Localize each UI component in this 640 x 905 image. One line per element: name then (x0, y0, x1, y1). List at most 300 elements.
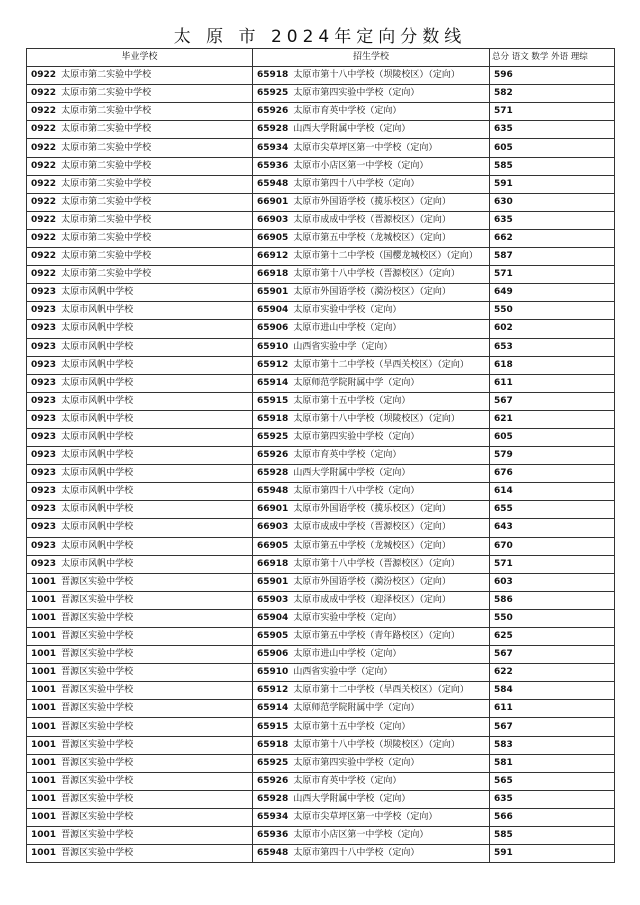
admission-school-name: 太原市实验中学校（定向） (293, 305, 402, 316)
graduation-school-cell (27, 519, 253, 537)
admission-school-cell (253, 555, 490, 573)
admission-school-name: 太原市育英中学校（定向） (293, 450, 402, 461)
graduation-school-name: 太原市风帆中学校 (61, 504, 134, 515)
graduation-school-code: 0923 (31, 522, 57, 533)
admission-school-name: 太原市第十八中学校（坝陵校区）（定向） (293, 739, 460, 750)
admission-school-name: 太原市第十八中学校（坝陵校区）（定向） (293, 70, 460, 81)
admission-school-name: 太原市第十二中学校（旱西关校区）（定向） (293, 359, 469, 370)
graduation-school-code: 1001 (31, 739, 57, 750)
graduation-school-name: 太原市第二实验中学校 (61, 214, 152, 225)
graduation-school-cell (27, 682, 253, 700)
table-row (27, 827, 615, 845)
graduation-school-name: 太原市风帆中学校 (61, 558, 134, 569)
admission-school-name: 太原师范学院附属中学（定向） (293, 703, 420, 714)
table-row (27, 628, 615, 646)
table-row (27, 465, 615, 483)
table-row (27, 537, 615, 555)
graduation-school-name: 晋源区实验中学校 (61, 631, 134, 642)
admission-school-code: 66918 (257, 269, 289, 280)
table-row (27, 609, 615, 627)
admission-school-code: 66903 (257, 214, 289, 225)
admission-school-name: 山西大学附属中学校（定向） (293, 468, 411, 479)
graduation-school-name: 晋源区实验中学校 (61, 576, 134, 587)
graduation-school-cell (27, 103, 253, 121)
admission-school-cell (253, 700, 490, 718)
graduation-school-cell (27, 175, 253, 193)
admission-school-name: 太原市成成中学校（晋源校区）（定向） (293, 522, 451, 533)
table-row (27, 754, 615, 772)
table-row (27, 447, 615, 465)
admission-school-code: 65918 (257, 413, 289, 424)
total-score-cell: 670 (490, 537, 615, 555)
graduation-school-code: 1001 (31, 757, 57, 768)
total-score-cell: 603 (490, 573, 615, 591)
admission-school-name: 太原市成成中学校（迎泽校区）（定向） (293, 594, 451, 605)
admission-school-code: 65928 (257, 793, 289, 804)
admission-school-name: 太原市小店区第一中学校（定向） (293, 160, 429, 171)
graduation-school-cell (27, 121, 253, 139)
graduation-school-cell (27, 483, 253, 501)
graduation-school-name: 太原市风帆中学校 (61, 522, 134, 533)
table-row (27, 790, 615, 808)
admission-school-cell (253, 483, 490, 501)
table-row (27, 157, 615, 175)
graduation-school-cell (27, 229, 253, 247)
graduation-school-cell (27, 85, 253, 103)
admission-school-name: 太原市第四十八中学校（定向） (293, 178, 420, 189)
admission-school-code: 65936 (257, 830, 289, 841)
admission-school-cell (253, 772, 490, 790)
graduation-school-cell (27, 465, 253, 483)
table-row (27, 483, 615, 501)
admission-school-name: 太原市外国语学校（揽乐校区）（定向） (293, 196, 451, 207)
total-score-cell: 591 (490, 845, 615, 863)
table-row (27, 682, 615, 700)
total-score-cell: 649 (490, 284, 615, 302)
admission-school-cell (253, 573, 490, 591)
graduation-school-cell (27, 139, 253, 157)
admission-school-code: 65906 (257, 323, 289, 334)
graduation-school-name: 太原市第二实验中学校 (61, 232, 152, 243)
admission-school-code: 65914 (257, 703, 289, 714)
admission-school-name: 太原市第五中学校（龙城校区）（定向） (293, 232, 451, 243)
table-row (27, 736, 615, 754)
admission-school-cell (253, 139, 490, 157)
admission-school-cell (253, 302, 490, 320)
table-row (27, 248, 615, 266)
admission-school-cell (253, 248, 490, 266)
admission-school-cell (253, 67, 490, 85)
graduation-school-cell (27, 664, 253, 682)
admission-school-cell (253, 628, 490, 646)
admission-school-code: 65903 (257, 594, 289, 605)
graduation-school-code: 0923 (31, 468, 57, 479)
graduation-school-code: 0923 (31, 413, 57, 424)
admission-school-cell (253, 266, 490, 284)
admission-school-code: 65934 (257, 142, 289, 153)
graduation-school-name: 太原市风帆中学校 (61, 377, 134, 388)
admission-school-code: 66905 (257, 232, 289, 243)
total-score-cell: 582 (490, 85, 615, 103)
graduation-school-code: 0923 (31, 377, 57, 388)
total-score-cell: 571 (490, 555, 615, 573)
graduation-school-cell (27, 392, 253, 410)
graduation-school-cell (27, 537, 253, 555)
admission-school-name: 山西大学附属中学校（定向） (293, 124, 411, 135)
total-score-cell: 605 (490, 428, 615, 446)
graduation-school-name: 晋源区实验中学校 (61, 612, 134, 623)
graduation-school-name: 太原市第二实验中学校 (61, 196, 152, 207)
header-scores: 总分 语文 数学 外语 理综 (490, 49, 615, 67)
graduation-school-code: 1001 (31, 631, 57, 642)
admission-school-name: 太原市第十八中学校（晋源校区）（定向） (293, 269, 460, 280)
graduation-school-cell (27, 555, 253, 573)
admission-school-cell (253, 736, 490, 754)
total-score-cell: 625 (490, 628, 615, 646)
graduation-school-code: 0922 (31, 196, 57, 207)
admission-school-cell (253, 157, 490, 175)
graduation-school-name: 晋源区实验中学校 (61, 649, 134, 660)
graduation-school-cell (27, 356, 253, 374)
admission-school-cell (253, 428, 490, 446)
admission-school-code: 65948 (257, 178, 289, 189)
admission-school-cell (253, 682, 490, 700)
graduation-school-cell (27, 248, 253, 266)
graduation-school-cell (27, 646, 253, 664)
admission-school-name: 太原市育英中学校（定向） (293, 775, 402, 786)
total-score-cell: 584 (490, 682, 615, 700)
admission-school-code: 65925 (257, 757, 289, 768)
graduation-school-code: 1001 (31, 576, 57, 587)
admission-school-name: 太原市第四实验中学校（定向） (293, 757, 420, 768)
graduation-school-code: 0922 (31, 269, 57, 280)
total-score-cell: 596 (490, 67, 615, 85)
graduation-school-code: 1001 (31, 667, 57, 678)
admission-school-code: 65915 (257, 721, 289, 732)
score-table (26, 48, 615, 863)
total-score-cell: 653 (490, 338, 615, 356)
total-score-cell: 550 (490, 609, 615, 627)
total-score-cell: 621 (490, 410, 615, 428)
table-row (27, 121, 615, 139)
total-score-cell: 571 (490, 103, 615, 121)
admission-school-cell (253, 465, 490, 483)
admission-school-code: 65926 (257, 775, 289, 786)
admission-school-code: 65918 (257, 739, 289, 750)
header-admission-school: 招生学校 (253, 49, 490, 67)
admission-school-code: 65918 (257, 70, 289, 81)
graduation-school-cell (27, 338, 253, 356)
admission-school-code: 65906 (257, 649, 289, 660)
admission-school-code: 65915 (257, 395, 289, 406)
graduation-school-cell (27, 157, 253, 175)
table-row (27, 664, 615, 682)
table-row (27, 428, 615, 446)
table-row (27, 808, 615, 826)
graduation-school-name: 太原市风帆中学校 (61, 323, 134, 334)
admission-school-cell (253, 827, 490, 845)
admission-school-name: 太原市第十五中学校（定向） (293, 721, 411, 732)
table-row (27, 302, 615, 320)
graduation-school-cell (27, 428, 253, 446)
total-score-cell: 618 (490, 356, 615, 374)
graduation-school-code: 0922 (31, 160, 57, 171)
total-score-cell: 579 (490, 447, 615, 465)
admission-school-name: 太原市进山中学校（定向） (293, 323, 402, 334)
graduation-school-name: 太原市第二实验中学校 (61, 251, 152, 262)
graduation-school-code: 0922 (31, 251, 57, 262)
table-row (27, 410, 615, 428)
admission-school-name: 太原市第四实验中学校（定向） (293, 88, 420, 99)
total-score-cell: 581 (490, 754, 615, 772)
graduation-school-name: 晋源区实验中学校 (61, 721, 134, 732)
graduation-school-code: 1001 (31, 649, 57, 660)
total-score-cell: 586 (490, 591, 615, 609)
table-row (27, 211, 615, 229)
admission-school-code: 66912 (257, 251, 289, 262)
admission-school-name: 太原市实验中学校（定向） (293, 612, 402, 623)
graduation-school-code: 0923 (31, 305, 57, 316)
admission-school-code: 65928 (257, 124, 289, 135)
graduation-school-code: 1001 (31, 721, 57, 732)
graduation-school-name: 晋源区实验中学校 (61, 757, 134, 768)
admission-school-name: 山西省实验中学（定向） (293, 667, 393, 678)
admission-school-cell (253, 646, 490, 664)
graduation-school-cell (27, 284, 253, 302)
admission-school-code: 66903 (257, 522, 289, 533)
graduation-school-cell (27, 736, 253, 754)
graduation-school-code: 0923 (31, 504, 57, 515)
graduation-school-name: 太原市第二实验中学校 (61, 142, 152, 153)
admission-school-name: 太原市外国语学校（漪汾校区）（定向） (293, 287, 451, 298)
admission-school-cell (253, 284, 490, 302)
admission-school-cell (253, 103, 490, 121)
table-row (27, 700, 615, 718)
admission-school-cell (253, 175, 490, 193)
admission-school-cell (253, 85, 490, 103)
admission-school-code: 65926 (257, 450, 289, 461)
graduation-school-name: 晋源区实验中学校 (61, 811, 134, 822)
graduation-school-cell (27, 302, 253, 320)
graduation-school-name: 晋源区实验中学校 (61, 848, 134, 859)
admission-school-cell (253, 374, 490, 392)
page-title: 太 原 市 2024年定向分数线 (173, 27, 467, 47)
graduation-school-code: 0922 (31, 88, 57, 99)
admission-school-code: 65904 (257, 305, 289, 316)
admission-school-name: 山西省实验中学（定向） (293, 341, 393, 352)
admission-school-code: 65901 (257, 576, 289, 587)
admission-school-name: 太原市成成中学校（晋源校区）（定向） (293, 214, 451, 225)
total-score-cell: 585 (490, 157, 615, 175)
graduation-school-code: 1001 (31, 830, 57, 841)
graduation-school-cell (27, 320, 253, 338)
total-score-cell: 614 (490, 483, 615, 501)
graduation-school-code: 0922 (31, 124, 57, 135)
graduation-school-cell (27, 808, 253, 826)
graduation-school-code: 0923 (31, 395, 57, 406)
graduation-school-name: 晋源区实验中学校 (61, 830, 134, 841)
graduation-school-code: 1001 (31, 775, 57, 786)
graduation-school-name: 太原市第二实验中学校 (61, 106, 152, 117)
total-score-cell: 567 (490, 718, 615, 736)
graduation-school-code: 0922 (31, 106, 57, 117)
header-graduation-school: 毕业学校 (27, 49, 253, 67)
graduation-school-name: 太原市风帆中学校 (61, 432, 134, 443)
total-score-cell: 662 (490, 229, 615, 247)
graduation-school-cell (27, 501, 253, 519)
graduation-school-cell (27, 628, 253, 646)
admission-school-cell (253, 356, 490, 374)
graduation-school-name: 太原市风帆中学校 (61, 305, 134, 316)
graduation-school-code: 1001 (31, 793, 57, 804)
graduation-school-code: 0923 (31, 323, 57, 334)
graduation-school-code: 1001 (31, 685, 57, 696)
total-score-cell: 571 (490, 266, 615, 284)
table-row (27, 284, 615, 302)
table-row (27, 139, 615, 157)
graduation-school-name: 晋源区实验中学校 (61, 739, 134, 750)
admission-school-name: 太原市第十八中学校（晋源校区）（定向） (293, 558, 460, 569)
graduation-school-name: 太原市风帆中学校 (61, 359, 134, 370)
admission-school-name: 太原市第四实验中学校（定向） (293, 432, 420, 443)
admission-school-code: 65926 (257, 106, 289, 117)
graduation-school-name: 晋源区实验中学校 (61, 594, 134, 605)
admission-school-name: 太原市外国语学校（揽乐校区）（定向） (293, 504, 451, 515)
admission-school-cell (253, 501, 490, 519)
graduation-school-cell (27, 447, 253, 465)
total-score-cell: 622 (490, 664, 615, 682)
graduation-school-cell (27, 67, 253, 85)
graduation-school-cell (27, 827, 253, 845)
graduation-school-code: 0922 (31, 70, 57, 81)
graduation-school-name: 太原市风帆中学校 (61, 540, 134, 551)
graduation-school-name: 晋源区实验中学校 (61, 685, 134, 696)
table-row (27, 338, 615, 356)
admission-school-cell (253, 718, 490, 736)
graduation-school-cell (27, 410, 253, 428)
admission-school-code: 65912 (257, 359, 289, 370)
admission-school-name: 太原市第十五中学校（定向） (293, 395, 411, 406)
total-score-cell: 585 (490, 827, 615, 845)
total-score-cell: 630 (490, 193, 615, 211)
table-row (27, 718, 615, 736)
admission-school-code: 65925 (257, 88, 289, 99)
admission-school-name: 太原市第五中学校（青年路校区）（定向） (293, 631, 460, 642)
admission-school-cell (253, 211, 490, 229)
graduation-school-name: 太原市第二实验中学校 (61, 70, 152, 81)
table-row (27, 85, 615, 103)
admission-school-name: 太原市外国语学校（漪汾校区）（定向） (293, 576, 451, 587)
graduation-school-name: 太原市风帆中学校 (61, 395, 134, 406)
total-score-cell: 643 (490, 519, 615, 537)
admission-school-code: 65928 (257, 468, 289, 479)
graduation-school-name: 太原市第二实验中学校 (61, 160, 152, 171)
graduation-school-code: 0923 (31, 540, 57, 551)
admission-school-cell (253, 519, 490, 537)
total-score-cell: 605 (490, 139, 615, 157)
graduation-school-name: 太原市风帆中学校 (61, 468, 134, 479)
admission-school-cell (253, 537, 490, 555)
admission-school-code: 65910 (257, 341, 289, 352)
admission-school-name: 太原市育英中学校（定向） (293, 106, 402, 117)
graduation-school-cell (27, 790, 253, 808)
admission-school-cell (253, 121, 490, 139)
graduation-school-name: 晋源区实验中学校 (61, 667, 134, 678)
admission-school-code: 65914 (257, 377, 289, 388)
graduation-school-name: 晋源区实验中学校 (61, 775, 134, 786)
graduation-school-code: 0922 (31, 232, 57, 243)
graduation-school-cell (27, 573, 253, 591)
admission-school-cell (253, 338, 490, 356)
graduation-school-name: 太原市风帆中学校 (61, 486, 134, 497)
table-row (27, 519, 615, 537)
total-score-cell: 566 (490, 808, 615, 826)
total-score-cell: 611 (490, 700, 615, 718)
graduation-school-code: 1001 (31, 703, 57, 714)
admission-school-name: 太原市第五中学校（龙城校区）（定向） (293, 540, 451, 551)
admission-school-name: 太原市尖草坪区第一中学校（定向） (293, 811, 438, 822)
admission-school-code: 66901 (257, 196, 289, 207)
total-score-cell: 587 (490, 248, 615, 266)
total-score-cell: 565 (490, 772, 615, 790)
graduation-school-cell (27, 374, 253, 392)
admission-school-name: 太原师范学院附属中学（定向） (293, 377, 420, 388)
admission-school-code: 65904 (257, 612, 289, 623)
graduation-school-name: 晋源区实验中学校 (61, 703, 134, 714)
graduation-school-code: 0922 (31, 178, 57, 189)
table-row (27, 591, 615, 609)
admission-school-name: 山西大学附属中学校（定向） (293, 793, 411, 804)
graduation-school-code: 0923 (31, 486, 57, 497)
graduation-school-code: 0923 (31, 341, 57, 352)
total-score-cell: 611 (490, 374, 615, 392)
graduation-school-code: 0923 (31, 359, 57, 370)
graduation-school-cell (27, 193, 253, 211)
admission-school-name: 太原市第四十八中学校（定向） (293, 848, 420, 859)
graduation-school-cell (27, 754, 253, 772)
graduation-school-code: 0923 (31, 450, 57, 461)
admission-school-name: 太原市进山中学校（定向） (293, 649, 402, 660)
graduation-school-name: 太原市第二实验中学校 (61, 124, 152, 135)
admission-school-cell (253, 392, 490, 410)
graduation-school-cell (27, 718, 253, 736)
graduation-school-name: 太原市风帆中学校 (61, 413, 134, 424)
graduation-school-name: 太原市第二实验中学校 (61, 178, 152, 189)
admission-school-code: 66918 (257, 558, 289, 569)
admission-school-name: 太原市第十二中学校（国樱龙城校区）（定向） (293, 251, 478, 262)
admission-school-code: 65948 (257, 486, 289, 497)
graduation-school-code: 1001 (31, 811, 57, 822)
graduation-school-cell (27, 772, 253, 790)
table-row (27, 67, 615, 85)
graduation-school-code: 0923 (31, 432, 57, 443)
admission-school-cell (253, 845, 490, 863)
total-score-cell: 635 (490, 121, 615, 139)
graduation-school-code: 1001 (31, 848, 57, 859)
admission-school-cell (253, 320, 490, 338)
graduation-school-code: 0923 (31, 287, 57, 298)
graduation-school-cell (27, 700, 253, 718)
admission-school-cell (253, 447, 490, 465)
graduation-school-cell (27, 211, 253, 229)
admission-school-name: 太原市第十八中学校（坝陵校区）（定向） (293, 413, 460, 424)
table-row (27, 646, 615, 664)
admission-school-cell (253, 193, 490, 211)
graduation-school-cell (27, 609, 253, 627)
graduation-school-cell (27, 845, 253, 863)
graduation-school-code: 1001 (31, 594, 57, 605)
admission-school-code: 65936 (257, 160, 289, 171)
